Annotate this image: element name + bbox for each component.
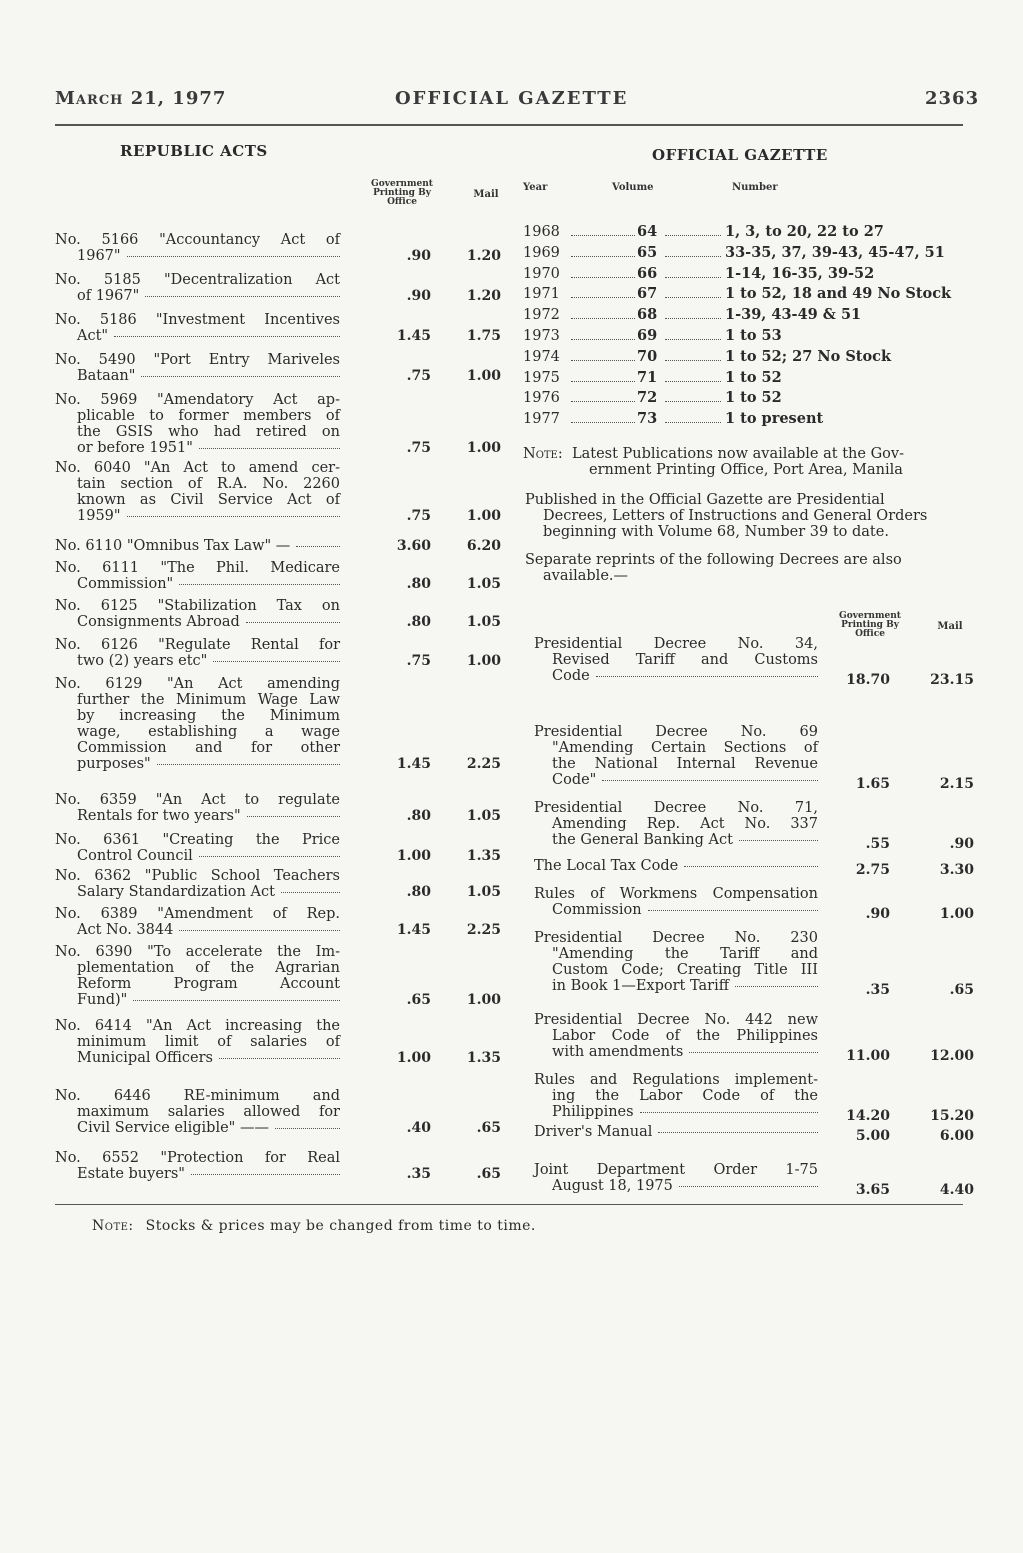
year: 1971 [523,286,560,303]
ra-col-gov: Government Printing By Office [371,179,433,207]
gov-price: .75 [406,440,431,456]
decree-title: Driver's Manual [534,1124,818,1140]
og-col-volume: Volume [612,182,654,193]
mail-price: 6.00 [939,1128,974,1144]
republic-act-title: No. 6362 "Public School Teachers Salary Standardization Act [55,868,340,900]
republic-act-title: No. 6390 "To accelerate the Im- plementation of the Agrarian Reform Program Account Fund)" [55,944,340,1008]
gov-price: .90 [406,248,431,264]
republic-acts-title: REPUBLIC ACTS [120,142,268,160]
issue-numbers: 1 to 52; 27 No Stock [725,347,892,365]
issue-numbers: 1 to 52, 18 and 49 No Stock [725,285,952,303]
decree-title: Presidential Decree No. 34, Revised Tariff and Customs Code [534,636,818,684]
issue-numbers: 1 to 52 [725,368,782,386]
mail-price: 1.20 [466,288,501,304]
gov-price: .75 [406,653,431,669]
republic-act-title: No. 6389 "Amendment of Rep. Act No. 3844 [55,906,340,938]
mail-price: 12.00 [930,1048,974,1064]
republic-act-title: No. 6129 "An Act amending further the Minimum Wage Law by increasing the Minimum wage, establishing a wage Commission and for other purposes" [55,676,340,772]
year: 1972 [523,307,560,324]
year: 1976 [523,390,560,407]
official-gazette-title: OFFICIAL GAZETTE [652,146,828,164]
mail-price: .65 [476,1120,501,1136]
mail-price: 2.15 [939,776,974,792]
year: 1973 [523,328,560,344]
mail-price: 1.00 [466,653,501,669]
mail-price: 1.35 [466,848,501,864]
footer-note: Note: Stocks & prices may be changed from time to time. [92,1218,536,1234]
volume: 68 [637,306,658,324]
decree-title: Rules of Workmens Compensation Commission [534,886,818,918]
gov-price: .80 [406,576,431,592]
republic-act-title: No. 5490 "Port Entry Mariveles Bataan" [55,352,340,384]
mail-price: 1.05 [466,576,501,592]
republic-act-title: No. 6040 "An Act to amend cer- tain section of R.A. No. 2260 known as Civil Service Act of 1959" [55,460,340,524]
issue-numbers: 1 to 52 [725,389,782,407]
republic-act-title: No. 6361 "Creating the Price Control Council [55,832,340,864]
republic-act-title: No. 6446 RE-minimum and maximum salaries allowed for Civil Service eligible" —— [55,1088,340,1136]
gov-price: .35 [406,1166,431,1182]
volume: 64 [637,223,658,240]
gov-price: .90 [406,288,431,304]
republic-act-title: No. 5185 "Decentralization Act of 1967" [55,272,340,304]
gov-price: .55 [865,836,890,852]
mail-price: 3.30 [939,862,974,878]
gov-price: 11.00 [846,1048,890,1064]
volume: 66 [637,264,658,282]
gov-price: 1.00 [396,1050,431,1066]
volume: 72 [637,389,658,407]
decree-title: Presidential Decree No. 69 "Amending Certain Sections of the National Internal Revenue Code" [534,724,818,788]
gov-price: .75 [406,368,431,384]
gov-price: .80 [406,884,431,900]
decree-title: Rules and Regulations implement- ing the Labor Code of the Philippines [534,1072,818,1120]
availability-note: Note: Latest Publications now available at the Gov- ernment Printing Office, Port Area, Manila [523,446,904,478]
issue-numbers: 1 to 53 [725,327,782,344]
gov-price: 1.45 [396,328,431,344]
pd-col-gov: Government Printing By Office [839,611,901,639]
mail-price: 1.05 [466,808,501,824]
pd-col-mail: Mail [937,621,963,632]
republic-act-title: No. 6125 "Stabilization Tax on Consignments Abroad [55,598,340,630]
republic-act-title: No. 6359 "An Act to regulate Rentals for two years" [55,792,340,824]
issue-numbers: 1-14, 16-35, 39-52 [725,264,875,282]
issue-numbers: 1-39, 43-49 & 51 [725,306,862,324]
republic-act-title: No. 6552 "Protection for Real Estate buyers" [55,1150,340,1182]
issue-date: March 21, 1977 [55,88,227,109]
republic-act-title: No. 5166 "Accountancy Act of 1967" [55,232,340,264]
og-col-year: Year [523,182,548,193]
mail-price: 1.35 [466,1050,501,1066]
republic-act-title: No. 6126 "Regulate Rental for two (2) years etc" [55,637,340,669]
decree-title: The Local Tax Code [534,858,818,874]
decree-title: Presidential Decree No. 442 new Labor Code of the Philippines with amendments [534,1012,818,1060]
mail-price: .65 [476,1166,501,1182]
publication-title: OFFICIAL GAZETTE [395,88,629,109]
gov-price: 1.45 [396,922,431,938]
mail-price: 1.05 [466,884,501,900]
header-rule [55,124,963,126]
gov-price: 3.65 [855,1182,890,1198]
year: 1975 [523,369,560,386]
gov-price: 18.70 [846,672,890,688]
republic-act-title: No. 6110 "Omnibus Tax Law" — [55,538,340,554]
gov-price: .40 [406,1120,431,1136]
gov-price: 1.65 [855,776,890,792]
mail-price: 1.00 [939,906,974,922]
volume: 67 [637,285,658,303]
year: 1974 [523,348,560,365]
og-col-number: Number [732,182,778,193]
mail-price: .65 [949,982,974,998]
gov-price: 1.45 [396,756,431,772]
year: 1968 [523,224,560,240]
year: 1970 [523,265,560,282]
published-note: Published in the Official Gazette are Presidential Decrees, Letters of Instructions and General Orders beginning with Volume 68, Number 39 to date. [525,492,928,540]
gov-price: .80 [406,808,431,824]
mail-price: 4.40 [939,1182,974,1198]
mail-price: 1.75 [466,328,501,344]
gov-price: .65 [406,992,431,1008]
mail-price: 1.00 [466,508,501,524]
decree-title: Joint Department Order 1-75 August 18, 1975 [534,1162,818,1194]
separate-reprints-note: Separate reprints of the following Decrees are also available.— [525,552,902,584]
year: 1977 [523,411,560,428]
footer-rule [55,1204,963,1205]
volume: 69 [637,327,658,344]
gov-price: 5.00 [855,1128,890,1144]
volume: 70 [637,347,658,365]
gov-price: 14.20 [846,1108,890,1124]
gov-price: .80 [406,614,431,630]
gov-price: 1.00 [396,848,431,864]
gov-price: .75 [406,508,431,524]
volume: 65 [637,243,658,261]
mail-price: 6.20 [466,538,501,554]
decree-title: Presidential Decree No. 230 "Amending the Tariff and Custom Code; Creating Title III in Book 1—Export Tariff [534,930,818,994]
mail-price: 1.00 [466,992,501,1008]
volume: 71 [637,368,658,386]
mail-price: 2.25 [466,756,501,772]
mail-price: 23.15 [930,672,974,688]
issue-numbers: 1 to present [725,410,824,428]
mail-price: 15.20 [930,1108,974,1124]
gov-price: .35 [865,982,890,998]
republic-act-title: No. 5186 "Investment Incentives Act" [55,312,340,344]
mail-price: 1.05 [466,614,501,630]
mail-price: 2.25 [466,922,501,938]
republic-act-title: No. 5969 "Amendatory Act ap- plicable to former members of the GSIS who had retired on or before 1951" [55,392,340,456]
gov-price: .90 [865,906,890,922]
mail-price: 1.20 [466,248,501,264]
issue-numbers: 1, 3, to 20, 22 to 27 [725,223,884,240]
year: 1969 [523,244,560,261]
mail-price: .90 [949,836,974,852]
gov-price: 2.75 [855,862,890,878]
issue-numbers: 33-35, 37, 39-43, 45-47, 51 [725,243,945,261]
republic-act-title: No. 6414 "An Act increasing the minimum limit of salaries of Municipal Officers [55,1018,340,1066]
page-number: 2363 [925,88,980,109]
mail-price: 1.00 [466,368,501,384]
republic-act-title: No. 6111 "The Phil. Medicare Commission" [55,560,340,592]
ra-col-mail: Mail [473,189,499,200]
gov-price: 3.60 [396,538,431,554]
decree-title: Presidential Decree No. 71, Amending Rep. Act No. 337 the General Banking Act [534,800,818,848]
mail-price: 1.00 [466,440,501,456]
volume: 73 [637,410,658,428]
